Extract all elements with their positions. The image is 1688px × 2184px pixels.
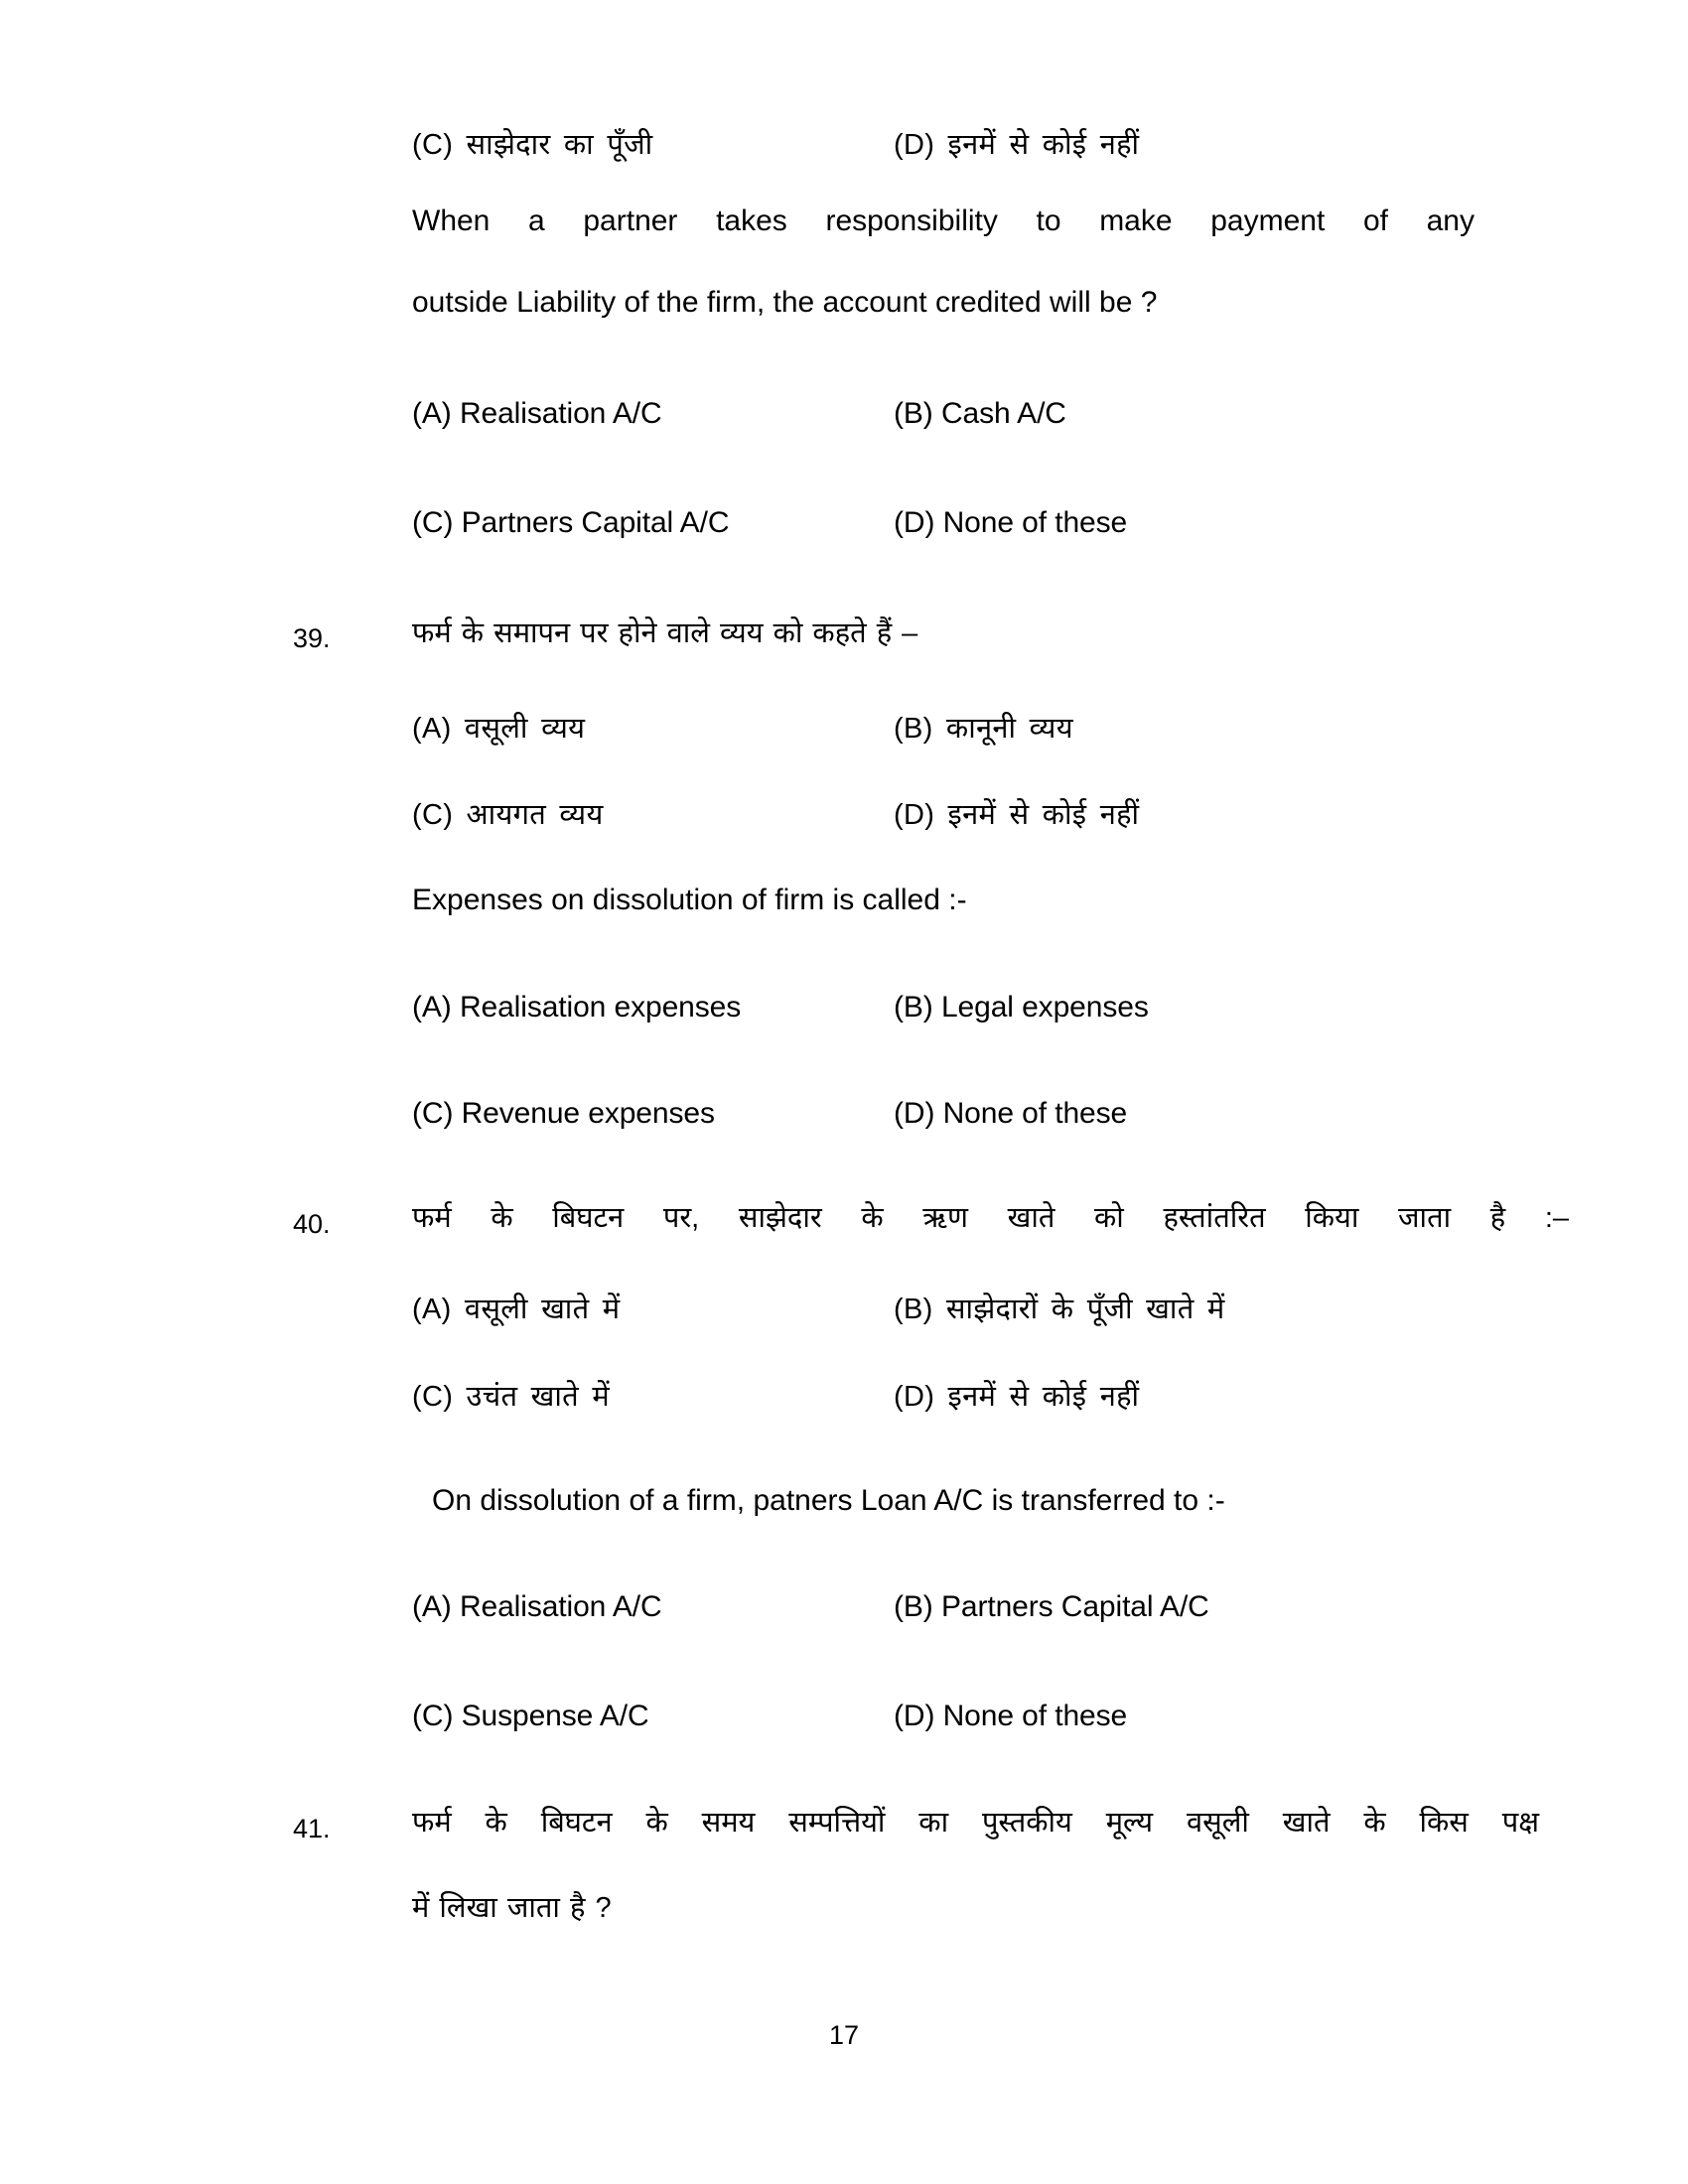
q39-hindi-option-b bbox=[894, 708, 1073, 747]
q40-english-stem: On dissolution of a firm, patners Loan A/C is transferred to :- bbox=[432, 1484, 1225, 1517]
q40-hindi-option-b-text: साझेदारों के पूँजी खाते में bbox=[945, 1294, 1225, 1325]
q38-english-option-b bbox=[894, 397, 1066, 431]
q39-english-option-a-label: (A) bbox=[412, 991, 452, 1024]
q39-english-option-a-text: Realisation expenses bbox=[459, 991, 742, 1024]
q40-hindi-option-b-label: (B) bbox=[894, 1294, 933, 1325]
q39-number: 39. bbox=[293, 623, 331, 653]
q38-option-d-label: (D) bbox=[894, 129, 935, 161]
q38-option-c-text: साझेदार का पूँजी bbox=[466, 129, 653, 161]
q39-english-option-c-text: Revenue expenses bbox=[461, 1097, 715, 1130]
q39-english-option-d bbox=[894, 1097, 1127, 1131]
q39-hindi-option-a-label: (A) bbox=[412, 713, 452, 745]
q38-english-option-c-text: Partners Capital A/C bbox=[461, 506, 730, 539]
q39-hindi-option-c-text: आयगत व्यय bbox=[466, 799, 604, 831]
q40-hindi-option-a-label: (A) bbox=[412, 1294, 452, 1325]
q40-hindi-option-b bbox=[894, 1289, 1225, 1327]
q38-english-option-a-text: Realisation A/C bbox=[459, 397, 662, 430]
q38-option-c-label: (C) bbox=[412, 129, 454, 161]
q40-english-option-c bbox=[412, 1700, 649, 1733]
page-number: 17 bbox=[828, 2020, 860, 2050]
q40-english-option-b-text: Partners Capital A/C bbox=[940, 1590, 1209, 1623]
q39-english-option-d-text: None of these bbox=[942, 1097, 1128, 1130]
q40-english-option-b-label: (B) bbox=[894, 1590, 933, 1623]
q38-option-d-text: इनमें से कोई नहीं bbox=[947, 129, 1140, 161]
q39-english-option-a bbox=[412, 991, 741, 1024]
q39-english-option-b bbox=[894, 991, 1149, 1024]
q38-option-d bbox=[894, 124, 1139, 163]
q40-english-option-a-text: Realisation A/C bbox=[459, 1590, 662, 1623]
q40-english-option-b bbox=[894, 1590, 1209, 1624]
q39-english-option-c-label: (C) bbox=[412, 1097, 454, 1130]
q38-english-option-b-text: Cash A/C bbox=[940, 397, 1066, 430]
q39-hindi-option-c bbox=[412, 794, 604, 833]
q39-english-option-b-label: (B) bbox=[894, 991, 933, 1024]
q39-hindi-option-a-text: वसूली व्यय bbox=[464, 713, 586, 745]
q38-english-option-b-label: (B) bbox=[894, 397, 933, 430]
q40-english-option-d bbox=[894, 1700, 1127, 1733]
q38-english-option-a bbox=[412, 397, 662, 431]
q38-english-stem-line2: outside Liability of the firm, the account credited will be ? bbox=[412, 286, 1158, 319]
q38-english-option-c bbox=[412, 506, 729, 540]
q39-hindi-option-d bbox=[894, 794, 1139, 833]
q40-hindi-option-c-label: (C) bbox=[412, 1381, 454, 1413]
q40-hindi-option-d bbox=[894, 1376, 1139, 1415]
q40-hindi-option-c bbox=[412, 1376, 610, 1415]
q40-hindi-option-d-label: (D) bbox=[894, 1381, 935, 1413]
q40-english-option-c-text: Suspense A/C bbox=[461, 1700, 649, 1732]
q40-hindi-option-a-text: वसूली खाते में bbox=[464, 1294, 621, 1325]
q40-english-option-d-label: (D) bbox=[894, 1700, 935, 1732]
q40-hindi-option-c-text: उचंत खाते में bbox=[466, 1381, 610, 1413]
q40-number: 40. bbox=[293, 1209, 331, 1239]
q39-hindi-stem: फर्म के समापन पर होने वाले व्यय को कहते हैं – bbox=[412, 617, 918, 649]
q38-english-option-d-label: (D) bbox=[894, 506, 935, 539]
q39-hindi-option-d-text: इनमें से कोई नहीं bbox=[947, 799, 1140, 831]
q39-english-stem: Expenses on dissolution of firm is called :- bbox=[412, 884, 967, 916]
q41-hindi-stem-line1: फर्म के बिघटन के समय सम्पत्तियों का पुस्तकीय मूल्य वसूली खाते के किस पक्ष bbox=[412, 1807, 1539, 1839]
q38-english-option-d bbox=[894, 506, 1127, 540]
q38-english-option-a-label: (A) bbox=[412, 397, 452, 430]
q40-english-option-a-label: (A) bbox=[412, 1590, 452, 1623]
q40-hindi-option-a bbox=[412, 1289, 620, 1327]
q40-english-option-a bbox=[412, 1590, 662, 1624]
q39-hindi-option-a bbox=[412, 708, 585, 747]
q39-english-option-c bbox=[412, 1097, 715, 1131]
q38-option-c bbox=[412, 124, 652, 163]
q39-hindi-option-b-label: (B) bbox=[894, 713, 933, 745]
q38-english-option-c-label: (C) bbox=[412, 506, 454, 539]
q39-hindi-option-b-text: कानूनी व्यय bbox=[945, 713, 1073, 745]
q40-english-option-d-text: None of these bbox=[942, 1700, 1128, 1732]
q40-english-option-c-label: (C) bbox=[412, 1700, 454, 1732]
q39-hindi-option-c-label: (C) bbox=[412, 799, 454, 831]
q40-hindi-option-d-text: इनमें से कोई नहीं bbox=[947, 1381, 1140, 1413]
q39-english-option-b-text: Legal expenses bbox=[940, 991, 1149, 1024]
q39-hindi-option-d-label: (D) bbox=[894, 799, 935, 831]
q41-number: 41. bbox=[293, 1814, 331, 1843]
q39-english-option-d-label: (D) bbox=[894, 1097, 935, 1130]
q40-hindi-stem: फर्म के बिघटन पर, साझेदार के ऋण खाते को हस्तांतरित किया जाता है :– bbox=[412, 1202, 1569, 1234]
q38-english-stem-line1: When a partner takes responsibility to make payment of any bbox=[412, 205, 1475, 237]
q38-english-option-d-text: None of these bbox=[942, 506, 1128, 539]
q41-hindi-stem-line2: में लिखा जाता है ? bbox=[412, 1892, 612, 1924]
